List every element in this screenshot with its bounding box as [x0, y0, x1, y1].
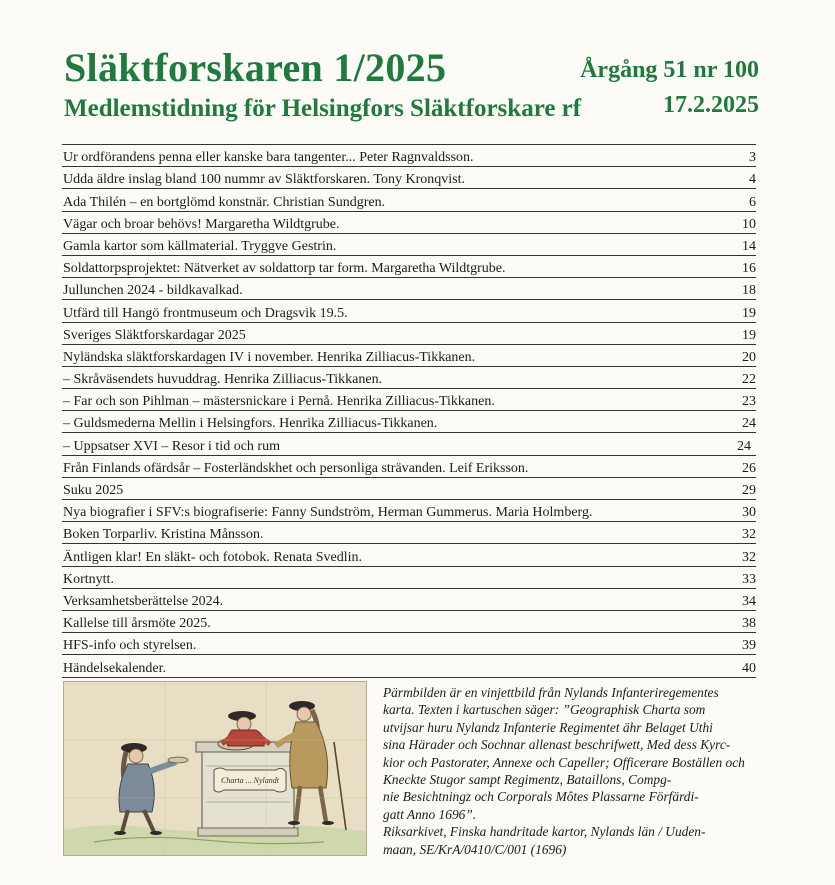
- toc-entry-page: 38: [742, 616, 756, 632]
- toc-entry-title: Jullunchen 2024 - bildkavalkad.: [63, 283, 243, 299]
- toc-entry-page: 10: [742, 216, 756, 232]
- toc-entry[interactable]: [62, 655, 756, 677]
- toc-entry-page: 16: [742, 261, 756, 277]
- toc-entry[interactable]: [62, 411, 756, 433]
- cover-image-caption: [383, 684, 761, 858]
- toc-entry[interactable]: [62, 611, 756, 633]
- toc-entry-page: 32: [742, 549, 756, 565]
- toc-entry-title: Nya biografier i SFV:s biografiserie: Fanny Sundström, Herman Gummerus. Maria Holmberg.: [63, 505, 593, 521]
- issue-date: 17.2.2025: [663, 92, 759, 118]
- caption-line: sina Härader och Sochnar allenast beschrifwett, Med dess Kyrc-: [383, 737, 731, 753]
- toc-entry-page: 32: [742, 527, 756, 543]
- volume-number: Årgång 51 nr 100: [580, 57, 759, 83]
- table-of-contents: [62, 144, 756, 678]
- toc-entry-title: Gamla kartor som källmaterial. Tryggve Gestrin.: [63, 238, 337, 254]
- toc-entry[interactable]: [62, 544, 756, 566]
- toc-entry-page: 19: [742, 305, 756, 321]
- caption-line: gatt Anno 1696”.: [383, 806, 477, 822]
- toc-entry-title: Sveriges Släktforskardagar 2025: [63, 327, 246, 343]
- toc-entry-page: 26: [742, 460, 756, 476]
- toc-entry[interactable]: [62, 433, 756, 455]
- toc-entry[interactable]: [62, 323, 756, 345]
- toc-entry[interactable]: [62, 389, 756, 411]
- toc-entry[interactable]: [62, 633, 756, 655]
- toc-entry-page: 23: [742, 394, 756, 410]
- toc-entry-title: Ur ordförandens penna eller kanske bara tangenter... Peter Ragnvaldsson.: [63, 150, 474, 166]
- toc-entry-page: 3: [749, 150, 756, 166]
- caption-line: kior och Pastorater, Annexe och Capeller; Officerare Boställen och: [383, 754, 745, 770]
- toc-entry-title: Soldattorpsprojektet: Nätverket av soldattorp tar form. Margaretha Wildtgrube.: [63, 261, 506, 277]
- toc-entry-title: Suku 2025: [63, 483, 124, 498]
- toc-entry[interactable]: [62, 234, 756, 256]
- toc-entry-title: Utfärd till Hangö frontmuseum och Dragsvik 19.5.: [63, 305, 348, 321]
- toc-entry-page: 18: [742, 283, 756, 299]
- toc-entry[interactable]: [62, 212, 756, 234]
- toc-entry[interactable]: [62, 567, 756, 589]
- cartouche-inscription: Charta ... Nylandt: [220, 776, 280, 785]
- caption-line: karta. Texten i kartuschen säger: ”Geographisk Charta som: [383, 702, 706, 718]
- toc-entry-page: 40: [742, 660, 756, 676]
- caption-line: Pärmbilden är en vinjettbild från Nylands Infanteriregementes: [383, 685, 719, 700]
- toc-entry-page: 14: [742, 238, 756, 254]
- toc-entry-page: 4: [749, 172, 756, 188]
- caption-line: Riksarkivet, Finska handritade kartor, Nylands län / Uuden-: [383, 824, 706, 840]
- toc-entry-page: 34: [742, 593, 756, 609]
- toc-entry[interactable]: [62, 189, 756, 211]
- toc-entry-title: HFS-info och styrelsen.: [63, 638, 197, 654]
- toc-entry-title: Udda äldre inslag bland 100 nummr av Släktforskaren. Tony Kronqvist.: [63, 172, 465, 188]
- toc-entry-title: Kallelse till årsmöte 2025.: [63, 616, 211, 632]
- toc-entry[interactable]: [62, 522, 756, 544]
- toc-entry-page: 24: [742, 416, 756, 432]
- toc-entry-title: – Guldsmederna Mellin i Helsingfors. Henrika Zilliacus-Tikkanen.: [63, 416, 438, 432]
- toc-entry-page: 33: [742, 571, 756, 587]
- toc-entry[interactable]: [62, 345, 756, 367]
- caption-line: maan, SE/KrA/0410/C/001 (1696): [383, 841, 567, 857]
- toc-entry-title: – Far och son Pihlman – mästersnickare i Pernå. Henrika Zilliacus-Tikkanen.: [63, 394, 495, 410]
- toc-entry-page: 20: [742, 349, 756, 365]
- toc-entry[interactable]: [62, 367, 756, 389]
- toc-entry[interactable]: [62, 456, 756, 478]
- magazine-subtitle: Medlemstidning för Helsingfors Släktforskare rf: [64, 95, 582, 122]
- caption-line: nie Besichtningz och Corporals Môtes Plassarne Förfärdi-: [383, 789, 699, 805]
- toc-entry-title: Vägar och broar behövs! Margaretha Wildtgrube.: [63, 216, 340, 232]
- toc-entry[interactable]: [62, 256, 756, 278]
- toc-entry-title: Nyländska släktforskardagen IV i november. Henrika Zilliacus-Tikkanen.: [63, 349, 476, 365]
- toc-entry-page: 22: [742, 372, 756, 388]
- toc-entry-title: Ada Thilén – en bortglömd konstnär. Christian Sundgren.: [63, 194, 386, 210]
- toc-entry-page: 6: [749, 194, 756, 210]
- magazine-title: Släktforskaren 1/2025: [64, 45, 447, 90]
- toc-entry[interactable]: [62, 300, 756, 322]
- toc-entry-title: Verksamhetsberättelse 2024.: [63, 593, 224, 609]
- toc-entry-title: Händelsekalender.: [63, 660, 167, 676]
- toc-entry-page: 39: [742, 638, 756, 654]
- toc-entry-title: Från Finlands ofärdsår – Fosterländskhet och personliga strävanden. Leif Eriksson.: [63, 460, 529, 476]
- caption-line: utvijsar huru Nylandz Infanterie Regimentet ähr Belaget Uthi: [383, 719, 713, 735]
- toc-entry-page: 29: [742, 483, 756, 498]
- toc-entry[interactable]: [62, 278, 756, 300]
- cover-vignette-illustration: [63, 681, 367, 856]
- toc-entry-title: – Uppsatser XVI – Resor i tid och rum: [63, 438, 280, 454]
- toc-entry-title: Boken Torparliv. Kristina Månsson.: [63, 527, 264, 543]
- caption-line: Kneckte Stugor sampt Regimentz, Bataillons, Compg-: [383, 772, 672, 788]
- toc-entry-page: 30: [742, 505, 756, 521]
- toc-entry[interactable]: [62, 167, 756, 189]
- toc-entry[interactable]: [62, 589, 756, 611]
- toc-entry[interactable]: [62, 145, 756, 167]
- toc-entry[interactable]: [62, 478, 756, 500]
- toc-entry-page: 24: [737, 438, 751, 454]
- toc-entry-title: – Skråväsendets huvuddrag. Henrika Zilliacus-Tikkanen.: [63, 372, 383, 388]
- toc-entry-title: Äntligen klar! En släkt- och fotobok. Renata Svedlin.: [63, 549, 362, 565]
- toc-entry-page: 19: [742, 327, 756, 343]
- toc-entry[interactable]: [62, 500, 756, 522]
- toc-entry-title: Kortnytt.: [63, 571, 114, 587]
